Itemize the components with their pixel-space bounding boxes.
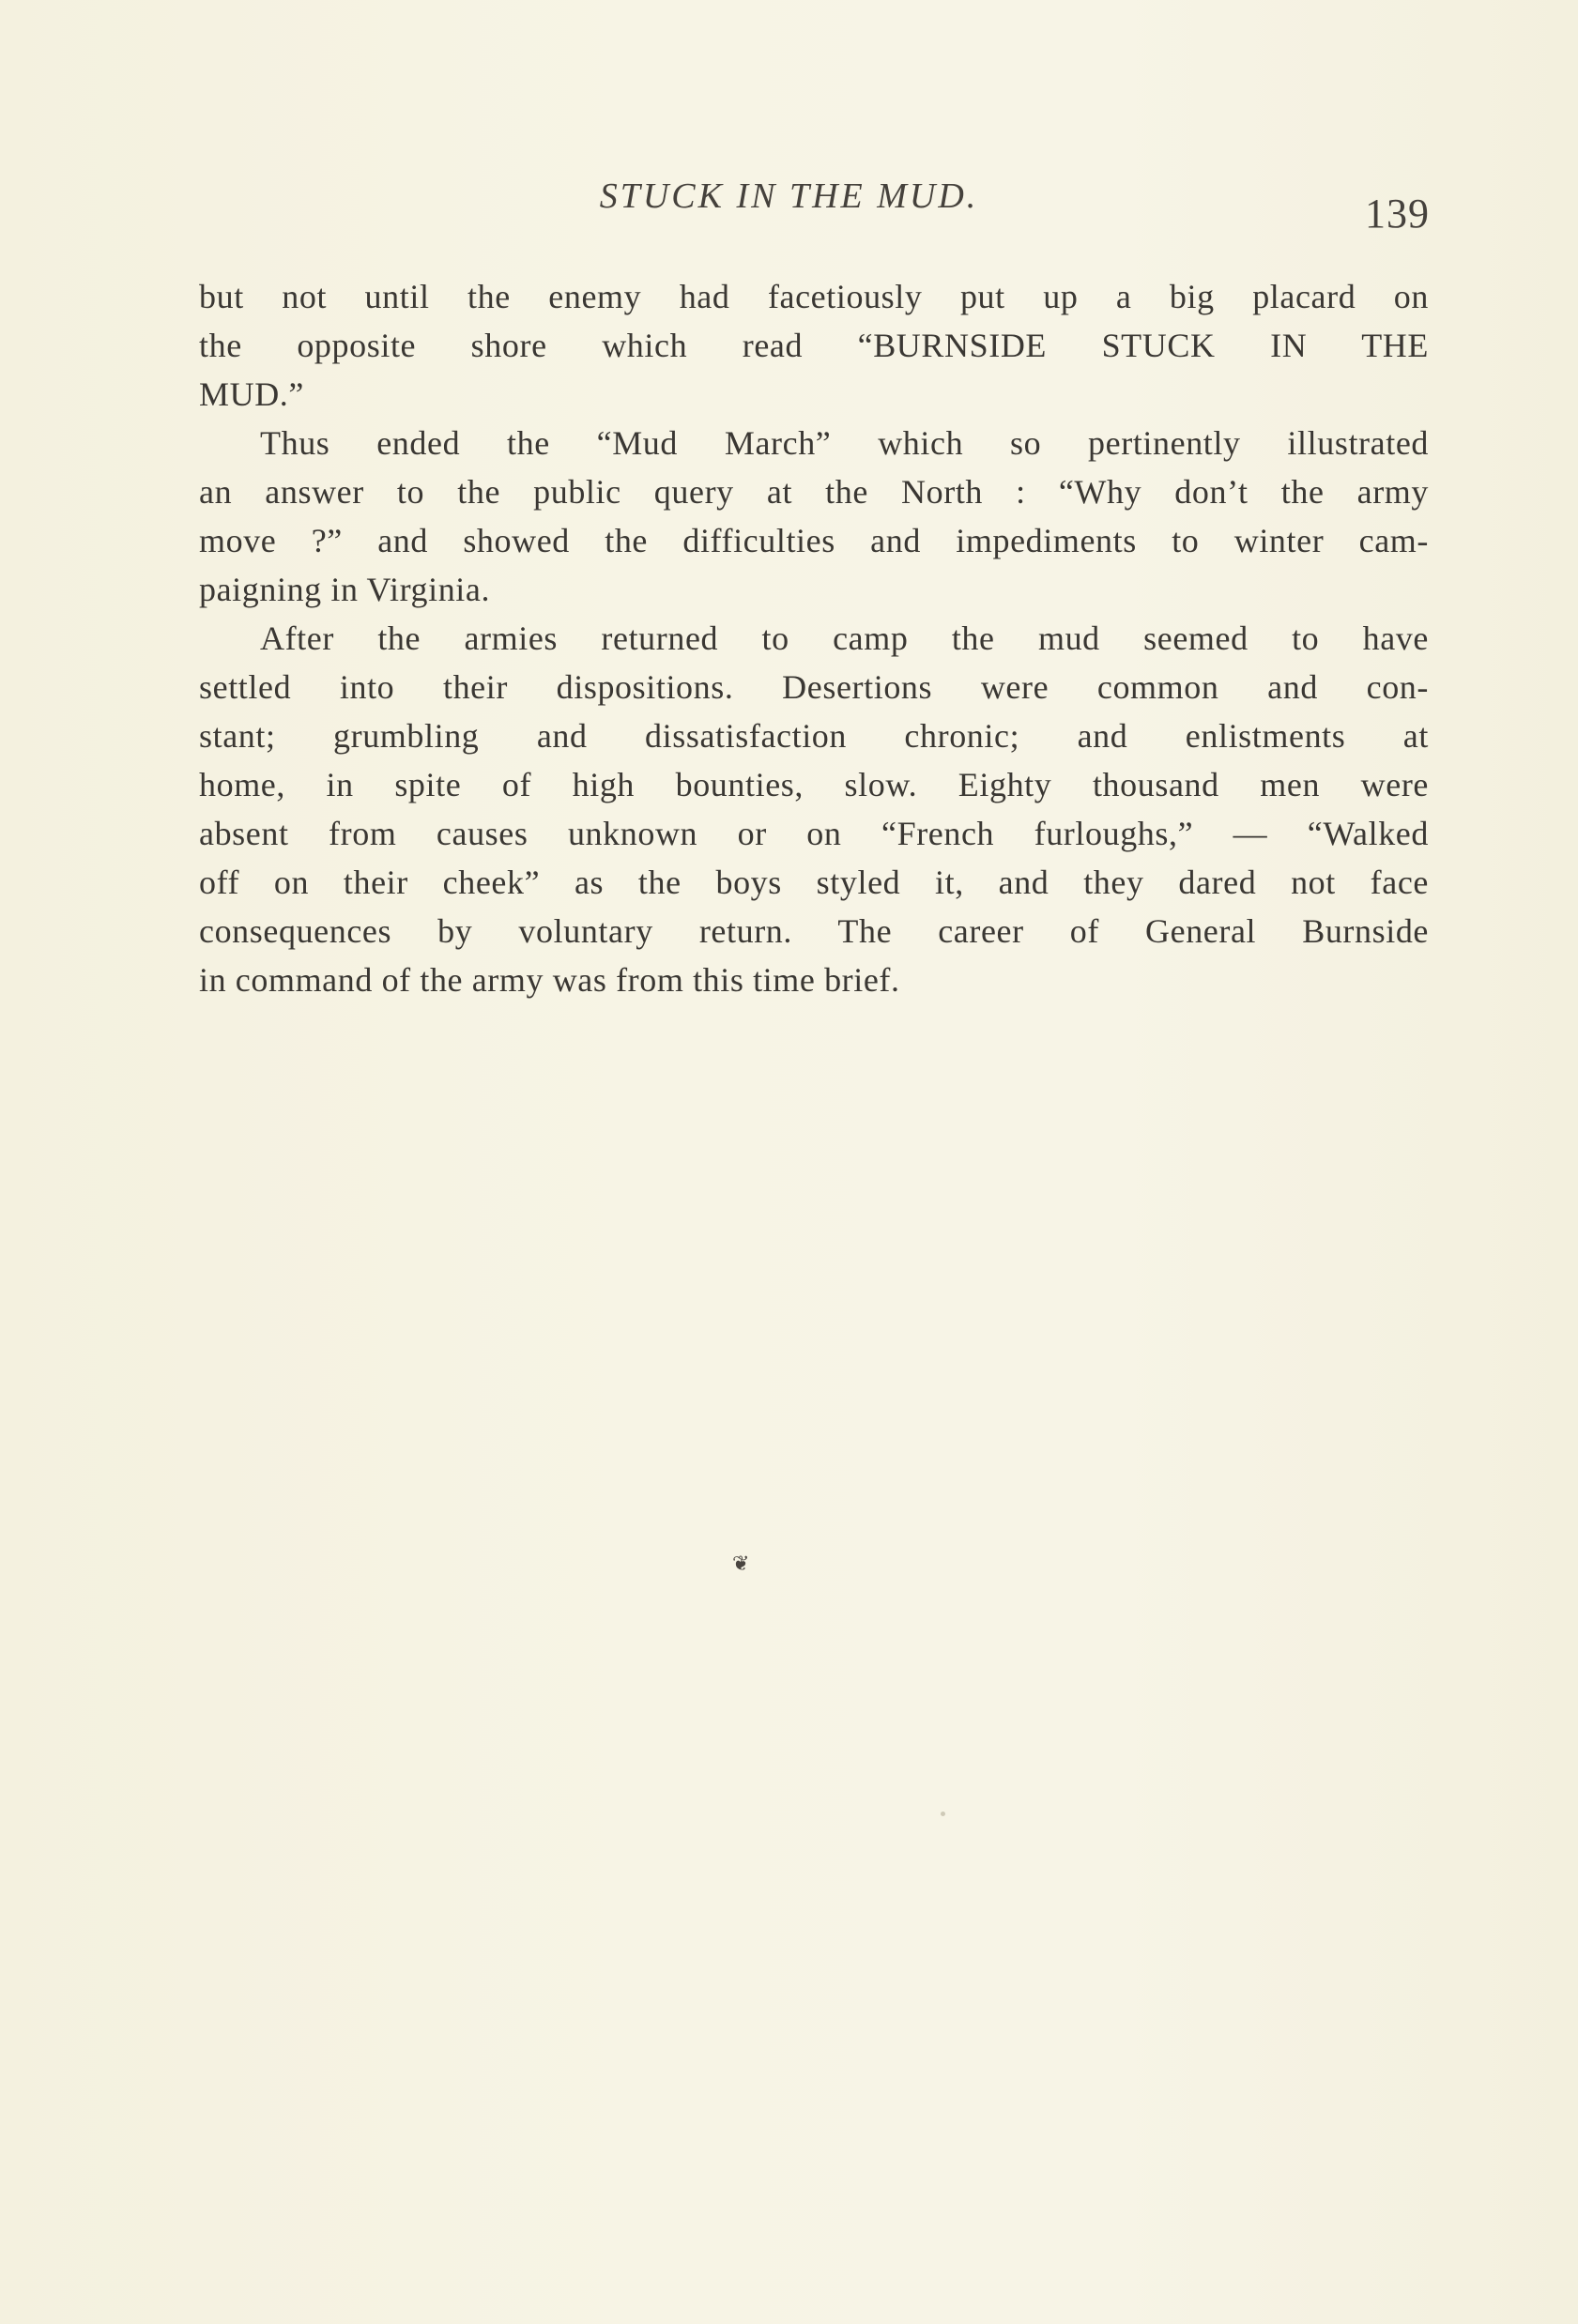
paper-speck <box>941 1812 945 1816</box>
text-line: home, in spite of high bounties, slow. Eighty thousand men were <box>199 766 1429 803</box>
text-line: consequences by voluntary return. The career of General Burnside <box>199 912 1429 950</box>
text-line: After the armies returned to camp the mud seemed to have <box>260 619 1429 657</box>
ornament-icon: ❦ <box>732 1552 750 1575</box>
text-line: stant; grumbling and dissatisfaction chronic; and enlistments at <box>199 717 1429 755</box>
running-head: STUCK IN THE MUD. <box>599 176 979 216</box>
text-line: but not until the enemy had facetiously put up a big placard on <box>199 278 1429 315</box>
text-line: move ?” and showed the difficulties and impediments to winter cam- <box>199 522 1429 559</box>
body-text <box>199 272 1429 1004</box>
page-number: 139 <box>1365 191 1430 237</box>
text-line: off on their cheek” as the boys styled it, and they dared not face <box>199 864 1429 901</box>
text-line: settled into their dispositions. Desertions were common and con- <box>199 668 1429 706</box>
text-line: MUD.” <box>199 375 304 413</box>
text-line: in command of the army was from this time brief. <box>199 961 900 999</box>
text-line: paigning in Virginia. <box>199 571 491 608</box>
text-line: an answer to the public query at the North : “Why don’t the army <box>199 473 1429 511</box>
text-line: the opposite shore which read “BURNSIDE STUCK IN THE <box>199 327 1429 364</box>
text-line: Thus ended the “Mud March” which so pertinently illustrated <box>260 424 1429 462</box>
text-line: absent from causes unknown or on “French furloughs,” — “Walked <box>199 815 1429 852</box>
